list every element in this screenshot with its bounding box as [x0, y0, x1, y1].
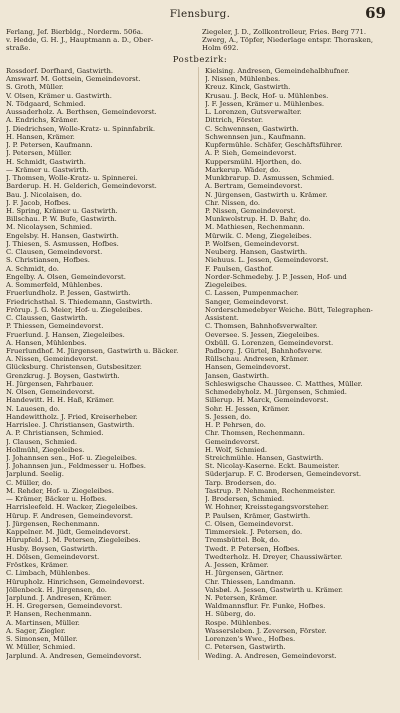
directory-entry: Schwennsen jun., Kaufmann. [205, 132, 306, 141]
directory-columns [6, 67, 394, 660]
running-head: Flensburg. [169, 8, 231, 20]
directory-entry: A. Jessen, Krämer. [205, 561, 269, 570]
directory-entry: S. Jessen, do. [205, 412, 251, 421]
directory-entry: Hansen, Gemeindevorst. [205, 363, 291, 372]
directory-entry: Tarp. Brodersen, do. [205, 478, 277, 487]
directory-entry: — Krämer u. Gastwirth. [6, 165, 89, 174]
directory-entry: P. Nissen, Gemeindevorst. [205, 206, 296, 215]
directory-entry: S. Simonsen, Müller. [6, 635, 78, 644]
directory-entry: Handewitt. H. H. Haß, Krämer. [6, 396, 115, 405]
directory-entry: J. Thomsen, Wolle-Kratz- u. Spinnerei. [6, 174, 138, 183]
directory-entry: Harrisleefeld. H. Wacker, Ziegeleibes. [6, 503, 138, 512]
directory-entry: M. Nicolaysen, Schmied. [6, 223, 93, 232]
directory-entry: C. Limbach, Mühlenbes. [6, 569, 91, 578]
directory-entry: L. Lorenzen, Gutsverwalter. [205, 108, 302, 117]
directory-entry: P. Paulsen, Krämer, Gastwirth. [205, 511, 311, 520]
directory-entry: Amswarf. M. Gottsein, Gemeindevorst. [6, 75, 141, 84]
directory-entry: Handewittholz. J. Fried, Kreiserheber. [6, 412, 138, 421]
directory-entry: A. Martinsen, Müller. [6, 618, 80, 627]
directory-entry: J. Nissen, Mühlenbes. [205, 75, 281, 84]
directory-entry: Munkwolstrup. H. D. Bahr, do. [205, 215, 311, 224]
directory-entry: Jansen, Gastwirth. [205, 371, 270, 380]
directory-entry: Niehuus. L. Jessen, Gemeindevorst. [205, 256, 329, 265]
directory-entry: Bau. J. Nicolaisen, do. [6, 190, 82, 199]
directory-entry: Sillerup. H. Marck, Gemeindevorst. [205, 396, 329, 405]
directory-entry: Engelby. A. Olsen, Gemeindevorst. [6, 272, 126, 281]
directory-entry: Schleswigsche Chaussee. C. Matthes, Müller. [205, 379, 363, 388]
directory-entry: Schmedebyholz. M. Jürgensen, Schmied. [205, 388, 347, 397]
directory-entry: N. Olsen, Gemeindevorst. [6, 388, 95, 397]
intro-entry: straße. [6, 44, 31, 52]
directory-entry: Kielsing. Andresen, Gemeindehalbhufner. [205, 67, 350, 75]
directory-entry: J. Johannsen sen., Hof- u. Ziegeleibes. [6, 454, 137, 463]
directory-entry: C. Schwennsen, Gastwirth. [205, 124, 299, 133]
directory-entry: Rüllschau. Andresen, Krämer. [205, 355, 309, 364]
directory-entry: Barderup. H. H. Gelderich, Gemeindevorst. [6, 182, 157, 191]
directory-entry: Ziegeleibes. [205, 281, 247, 290]
directory-entry: J. F. Jacob, Hofbes. [6, 198, 71, 207]
directory-entry: A. Bertram, Gemeindevorst. [205, 182, 303, 191]
directory-entry: Timmersiek. J. Petersen, do. [205, 528, 303, 537]
directory-entry: H. Spring, Krämer u. Gastwirth. [6, 206, 118, 215]
directory-entry: Fruerlundholz. P. Jessen, Gastwirth. [6, 289, 131, 298]
directory-entry: Gemeindevorst. [205, 437, 260, 446]
directory-entry: St. Nicolay-Kaserne. Eckt. Baumeister. [205, 462, 340, 471]
directory-entry: J. Johannsen jun., Feldmesser u. Hofbes. [6, 462, 146, 471]
directory-entry: H. Hansen, Krämer. [6, 132, 75, 141]
directory-entry: C. Lassen, Pumpenmacher. [205, 289, 299, 298]
directory-entry: Jarplund. A. Andresen, Gemeindevorst. [6, 651, 142, 660]
directory-entry: Tastrup. P. Nehmann, Rechenmeister. [205, 486, 336, 495]
directory-entry: A. Sommerfeld, Mühlenbes. [6, 281, 103, 290]
directory-entry: C. Müller, do. [6, 478, 53, 487]
directory-entry: C. Thomsen, Bahnhofsverwalter. [205, 322, 318, 331]
directory-entry: H. Jürgensen, Fahrbauer. [6, 379, 94, 388]
directory-entry: Jarplund. J. Andresen, Krämer. [6, 594, 112, 602]
directory-entry: Markerup. Wäder, do. [205, 165, 281, 174]
directory-entry: J. Clausen, Schmied. [6, 437, 78, 446]
directory-entry: S. Christiansen, Hofbes. [6, 256, 90, 265]
directory-entry: N. Tödgaard, Schmied. [6, 99, 86, 108]
directory-entry: Krusau. J. Beck, Hof- u. Mühlenbes. [205, 91, 329, 100]
directory-entry: Munkbrarup. D. Asmussen, Schmied. [205, 174, 335, 183]
directory-entry: Chr. Thomsen, Rechenmann. [205, 429, 305, 438]
directory-entry: Norder-Schmedeby. J. P. Jessen, Hof- und [205, 272, 347, 281]
directory-entry: H. Dölsen, Gemeindevorst. [6, 552, 100, 561]
page-number: 69 [365, 4, 386, 22]
directory-entry: Twedt. P. Petersen, Hofbes. [205, 544, 300, 553]
directory-entry: Rossdorf. Dorfhard, Gastwirth. [6, 67, 114, 75]
directory-entry: F. Paulsen, Gasthof. [205, 264, 274, 273]
directory-entry: Valsbøl. A. Jessen, Gastwirth u. Krämer. [205, 585, 343, 594]
directory-entry: Süderjarup. F. C. Brodersen, Gemeindevorst. [205, 470, 362, 479]
directory-entry: Neuberg. Hansen, Gastwirth. [205, 248, 308, 257]
directory-entry: N. Jürgensen, Gastwirth u. Krämer. [205, 190, 328, 199]
directory-entry: Jarplund. Seelig. [6, 470, 64, 479]
directory-entry: Wassersleben. J. Zeversen, Förster. [205, 626, 327, 635]
directory-entry: A. Sager, Ziegler. [6, 626, 66, 635]
directory-entry: Chr. Thiessen, Landmann. [205, 577, 296, 586]
directory-entry: V. Olsen, Krämer u. Gastwirth. [6, 91, 112, 100]
directory-entry: Tremsbüttel. Bok, do. [205, 536, 280, 545]
directory-entry: Hollmühl, Ziegeleibes. [6, 445, 85, 454]
directory-entry: Friedrichsthal. S. Thiedemann, Gastwirth. [6, 297, 153, 306]
directory-entry: W. Müller, Schmied. [6, 643, 76, 652]
directory-entry: A. P. Sieh, Gemeindevorst. [205, 149, 297, 158]
directory-entry: A. Schmidt, do. [6, 264, 59, 273]
directory-entry: Hürup. F. Andresen, Gemeindevorst. [6, 511, 133, 520]
directory-entry: Kupfermühle. Schäfer, Geschäftsführer. [205, 141, 343, 150]
directory-entry: Engelsby. H. Hansen, Gastwirth. [6, 231, 119, 240]
intro-entries [6, 28, 394, 52]
page-header [6, 4, 394, 26]
directory-entry: J. Jürgensen, Rechenmann. [6, 519, 100, 528]
directory-entry: Harrislee. J. Christiansen, Gastwirth. [6, 421, 135, 430]
intro-left-column [6, 28, 196, 52]
section-title: Postbezirk: [172, 55, 228, 65]
directory-entry: N. Petersen, Krämer. [205, 594, 278, 602]
intro-right-column [202, 28, 392, 52]
directory-entry: — Krämer, Bäcker u. Hofbes. [6, 495, 107, 504]
directory-entry: A. Hansen, Mühlenbes. [6, 338, 87, 347]
directory-entry: Fröstkes, Krämer. [6, 561, 69, 570]
directory-entry: Padborg. J. Gürtel, Bahnhofsverw. [205, 346, 323, 355]
directory-entry: S. Groth, Müller. [6, 83, 64, 92]
directory-entry: N. Lauesen, do. [6, 404, 60, 413]
directory-entry: P. Wolfsen, Gemeindevorst. [205, 239, 300, 248]
intro-entry: Ferlang, Jef. Bierbldg., Norderm. 506a. [6, 28, 144, 36]
directory-entry: Assistent. [205, 314, 239, 323]
directory-entry: C. Claussen, Gastwirth. [6, 314, 88, 323]
intro-entry: Ziegeler, J. D., Zollkontrolleur, Fries. Berg 771. [202, 28, 367, 36]
directory-entry: Jöllenbeck. H. Jürgensen, do. [6, 585, 107, 594]
directory-entry: A. P. Christiansen, Schmied. [6, 429, 104, 438]
directory-entry: M. Mathiesen, Rechenmann. [205, 223, 305, 232]
directory-entry: Aussaderholz. A. Berthsen, Gemeindevorst. [6, 108, 157, 117]
directory-entry: Twedterholz. H. Dreyer, Chaussiwärter. [205, 552, 343, 561]
directory-entry: Norderschmedebyer Weiche. Bütt, Telegraphen- [205, 305, 373, 314]
directory-entry: Husby. Boysen, Gastwirth. [6, 544, 98, 553]
intro-entry: Zwerg, A., Töpfer, Niederlage entspr. Thorasken, [202, 36, 374, 44]
directory-entry: Sanger, Gemeindevorst. [205, 297, 289, 306]
directory-entry: H. Wolf, Schmied. [205, 445, 268, 454]
directory-entry: Mürwik. C. Meng, Ziegeleibes. [205, 231, 312, 240]
directory-entry: Fruerlundhof. M. Jürgensen, Gastwirth u. Bäcker. [6, 346, 179, 355]
directory-entry: Sohr. H. Jessen, Krämer. [205, 404, 290, 413]
directory-entry: P. Thiessen, Gemeindevorst. [6, 322, 104, 331]
directory-entry: Kreuz. Kinck, Gastwirth. [205, 83, 291, 92]
directory-entry: H. Süberg, do. [205, 610, 256, 619]
directory-entry: J. Petersen, Müller. [6, 149, 72, 158]
directory-entry: H. P. Pehrsen, do. [205, 421, 266, 430]
directory-entry: Glücksburg. Christensen, Gutsbesitzer. [6, 363, 142, 372]
directory-entry: Waldmannsflur. Fr. Funke, Hofbes. [205, 602, 326, 611]
directory-entry: C. Petersen, Gastwirth. [205, 643, 286, 652]
directory-entry: Kuppersmühl. Hjorthen, do. [205, 157, 302, 166]
directory-entry: Lorenzen's Wwe., Hofbes. [205, 635, 296, 644]
intro-entry: Holm 692. [202, 44, 239, 52]
directory-entry: Hürupholz. Hinrichsen, Gemeindevorst. [6, 577, 145, 586]
directory-entry: C. Clausen, Gemeindevorst. [6, 248, 103, 257]
directory-entry: Rospe. Mühlenbes. [205, 618, 272, 627]
directory-entry: J. Thiesen, S. Asmussen, Hofbes. [6, 239, 119, 248]
directory-entry: C. Olsen, Gemeindevorst. [205, 519, 294, 528]
directory-entry: J. Diedrichsen, Wolle-Kratz- u. Spinnfabrik. [6, 124, 156, 133]
directory-entry: Billschau. P. W. Bufe, Gastwirth. [6, 215, 117, 224]
directory-entry: W. Hohner, Kreisstegangsvorsteher. [205, 503, 329, 512]
directory-entry: Streichmühle. Hansen, Gastwirth. [205, 454, 324, 463]
directory-entry: J. P. Petersen, Kaufmann. [6, 141, 93, 150]
directory-entry: Hürupfeld. J. M. Petersen, Ziegeleibes. [6, 536, 141, 545]
intro-entry: v. Hedde, G. H. J., Hauptmann a. D., Ober- [6, 36, 154, 44]
left-column [6, 67, 199, 660]
directory-entry: P. Hansen, Rechenmann. [6, 610, 92, 619]
directory-entry: Dittrich, Förster. [205, 116, 264, 125]
directory-entry: Frörup. J. G. Meier, Hof- u. Ziegeleibes. [6, 305, 143, 314]
right-column [205, 67, 394, 660]
directory-entry: Weding. A. Andresen, Gemeindevorst. [205, 651, 337, 660]
directory-entry: Chr. Nissen, do. [205, 198, 261, 207]
directory-entry: H. Jürgensen, Gärtner. [205, 569, 284, 578]
directory-entry: J. Brodersen, Schmied. [205, 495, 285, 504]
directory-entry: Grenzkrug. J. Boysen, Gastwirth. [6, 371, 120, 380]
directory-entry: M. Rehder, Hof- u. Ziegeleibes. [6, 486, 114, 495]
directory-entry: A. Nissen, Gemeindevorst. [6, 355, 99, 364]
directory-entry: Oeversee. S. Jessen, Ziegeleibes. [205, 330, 320, 339]
directory-entry: J. F. Jessen, Krämer u. Mühlenbes. [205, 99, 325, 108]
directory-entry: A. Endrichs, Krämer. [6, 116, 79, 125]
directory-entry: Fruerlund. J. Hansen, Ziegeleibes. [6, 330, 125, 339]
directory-entry: Oxbüll. G. Lorenzen, Gemeindevorst. [205, 338, 334, 347]
directory-entry: Kappelner. M. Jüdt, Gemeindevorst. [6, 528, 131, 537]
directory-entry: H. Schmidt, Gastwirth. [6, 157, 86, 166]
directory-entry: H. H. Gregersen, Gemeindevorst. [6, 602, 123, 611]
